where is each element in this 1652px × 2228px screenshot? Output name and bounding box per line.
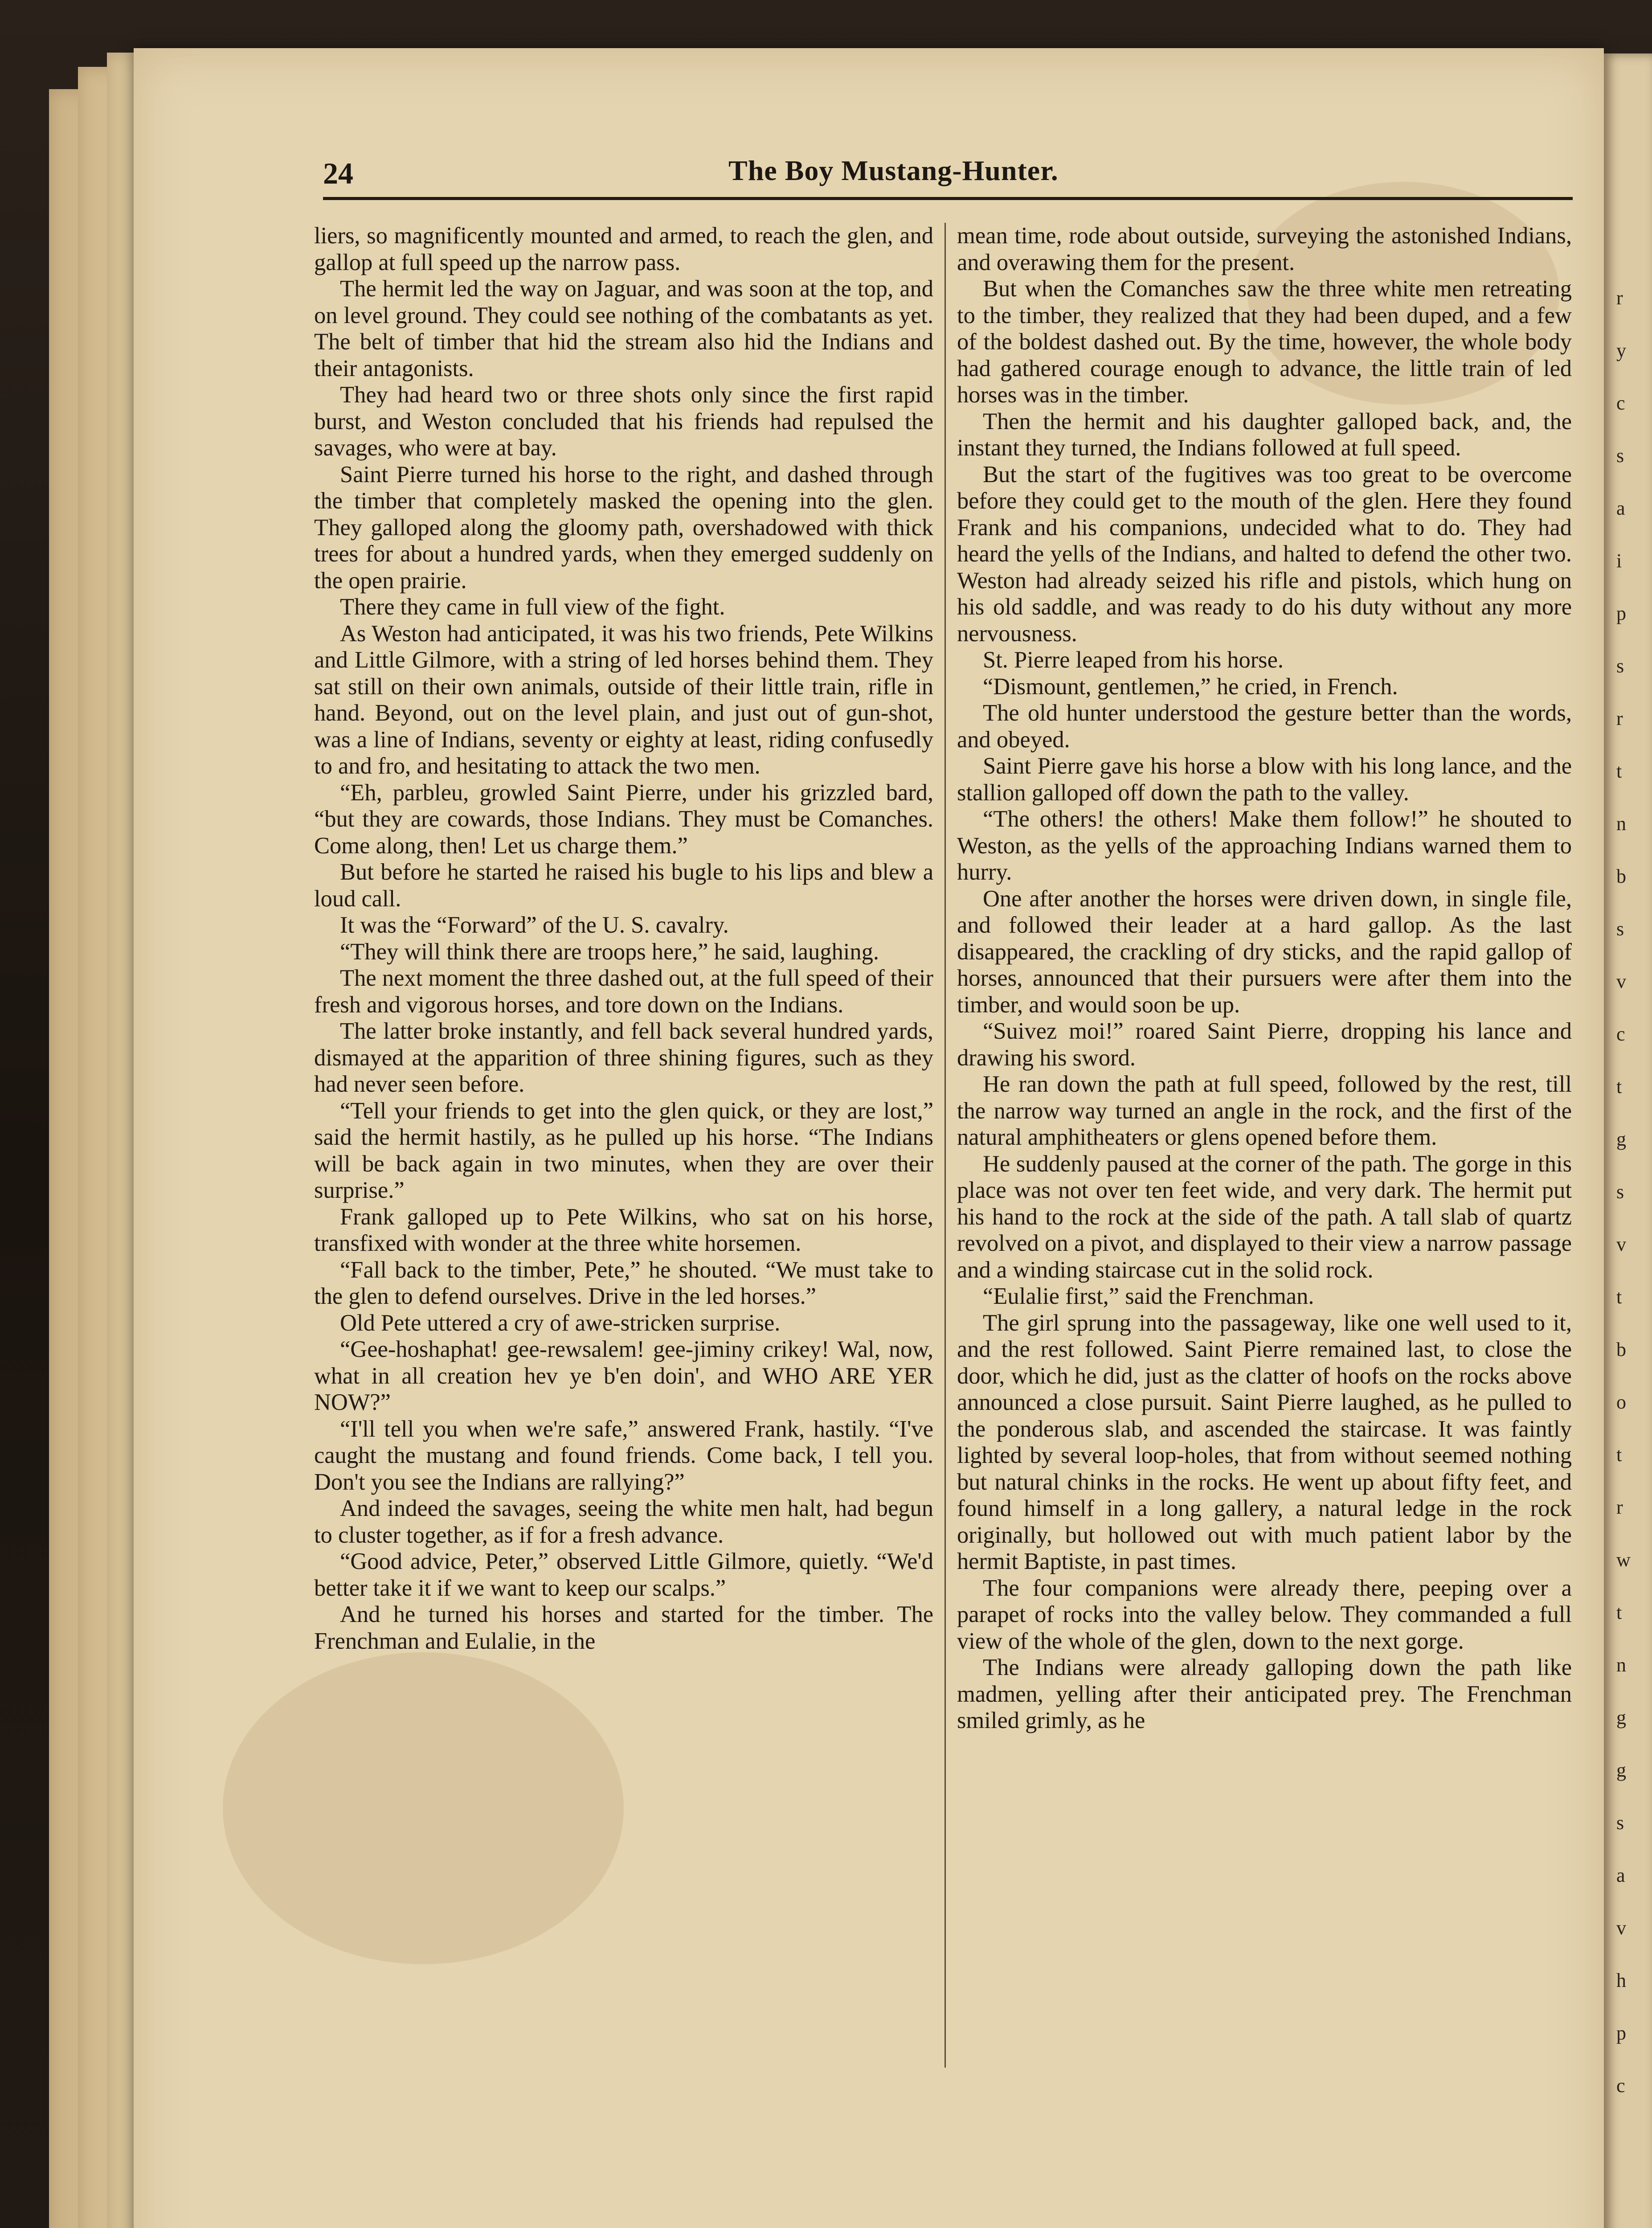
paragraph: Saint Pierre gave his horse a blow with his long lance, and the stallion galloped off down the path to the valley. bbox=[957, 753, 1572, 806]
facing-page-letter: s bbox=[1616, 1181, 1624, 1203]
facing-page-letter: a bbox=[1616, 497, 1625, 519]
facing-page-letter: s bbox=[1616, 445, 1624, 467]
paragraph: It was the “Forward” of the U. S. cavalry. bbox=[340, 912, 729, 938]
page-header bbox=[323, 147, 1573, 196]
facing-page-letter: t bbox=[1616, 1444, 1622, 1466]
paragraph: “Eh, parbleu, growled Saint Pierre, under his grizzled bard, “but they are cowards, those Indians. They must be Comanches. Come along, then! Let us charge them.” bbox=[314, 779, 933, 859]
facing-page-letter: s bbox=[1616, 1812, 1624, 1834]
paragraph: mean time, rode about outside, surveying the astonished Indians, and overawing them for the present. bbox=[957, 223, 1572, 275]
facing-page-letter: i bbox=[1616, 550, 1622, 572]
right-column bbox=[957, 223, 1572, 2076]
paragraph: And he turned his horses and started for the timber. The Frenchman and Eulalie, in the bbox=[314, 1601, 933, 1654]
facing-page-letter: t bbox=[1616, 1286, 1622, 1308]
paragraph: There they came in full view of the fight. bbox=[340, 594, 725, 620]
paragraph: The next moment the three dashed out, at the full speed of their fresh and vigorous horses, and tore down on the Indians. bbox=[314, 965, 933, 1018]
facing-page-edge bbox=[1604, 53, 1652, 2228]
paragraph: liers, so magnificently mounted and armed, to reach the glen, and gallop at full speed up the narrow pass. bbox=[314, 223, 933, 275]
paragraph: But when the Comanches saw the three white men retreating to the timber, they realized that they had been duped, and a few of the boldest dashed out. By the time, however, the whole body had gathered courage enough to advance, the little train of led horses was in the timber. bbox=[957, 276, 1572, 408]
paragraph: The old hunter understood the gesture better than the words, and obeyed. bbox=[957, 700, 1572, 753]
facing-page-letter: r bbox=[1616, 287, 1623, 309]
facing-page-letter: g bbox=[1616, 1759, 1626, 1781]
paragraph: The Indians were already galloping down the path like madmen, yelling after their anticipated prey. The Frenchman smiled grimly, as he bbox=[957, 1655, 1572, 1733]
paragraph: They had heard two or three shots only since the first rapid burst, and Weston concluded that his friends had repulsed the savages, who were at bay. bbox=[314, 382, 933, 461]
facing-page-letter: c bbox=[1616, 1023, 1625, 1045]
paragraph: As Weston had anticipated, it was his two friends, Pete Wilkins and Little Gilmore, with a string of led horses behind them. They sat still on their own animals, outside of their little train, rifle in hand. Beyond, out on the level plain, and just out of gun-shot, was a line of Indians, seventy or eighty at least, riding confusedly to and fro, and hesitating to attack the two men. bbox=[314, 620, 933, 779]
paragraph: And indeed the savages, seeing the white men halt, had begun to cluster together, as if for a fresh advance. bbox=[314, 1495, 933, 1548]
facing-page-letter: v bbox=[1616, 1233, 1626, 1255]
facing-page-letter: t bbox=[1616, 1076, 1622, 1098]
facing-page-letter: y bbox=[1616, 340, 1626, 361]
paragraph: “Fall back to the timber, Pete,” he shouted. “We must take to the glen to defend ourselves. Drive in the led horses.” bbox=[314, 1257, 933, 1309]
facing-page-letter: t bbox=[1616, 1601, 1622, 1623]
paragraph: The four companions were already there, peeping over a parapet of rocks into the valley below. They commanded a full view of the whole of the glen, down to the next gorge. bbox=[957, 1575, 1572, 1654]
paragraph: “They will think there are troops here,” he said, laughing. bbox=[340, 938, 879, 965]
facing-page-letter: p bbox=[1616, 2022, 1626, 2044]
paragraph: “Dismount, gentlemen,” he cried, in French. bbox=[983, 673, 1398, 700]
facing-page-letter: g bbox=[1616, 1128, 1626, 1150]
paragraph: “Suivez moi!” roared Saint Pierre, dropping his lance and drawing his sword. bbox=[957, 1018, 1572, 1071]
facing-page-letter: c bbox=[1616, 392, 1625, 414]
paragraph: He ran down the path at full speed, followed by the rest, till the narrow way turned an angle in the rock, and the first of the natural amphitheaters or glens opened before them. bbox=[957, 1071, 1572, 1150]
paragraph: “Gee-hoshaphat! gee-rewsalem! gee-jiminy crikey! Wal, now, what in all creation hev ye b'en doin', and WHO ARE YER NOW?” bbox=[314, 1336, 933, 1415]
paragraph: The latter broke instantly, and fell back several hundred yards, dismayed at the apparition of three shining figures, such as they had never seen before. bbox=[314, 1018, 933, 1097]
header-rule bbox=[323, 197, 1573, 200]
facing-page-letter: v bbox=[1616, 1917, 1626, 1939]
facing-page-letter: n bbox=[1616, 1654, 1626, 1676]
paragraph: The girl sprung into the passageway, like one well used to it, and the rest followed. Saint Pierre remained last, to close the door, which he did, just as the clatter of hoofs on the rocks above announced a close pursuit. Saint Pierre laughed, as he pulled to the ponderous slab, and ascended the staircase. It was faintly lighted by several loop-holes, that from without seemed nothing but natural chinks in the rocks. He went up about fifty feet, and found himself in a long gallery, a natural ledge in the rock originally, but hollowed out with much patient labor by the hermit Baptiste, in past times. bbox=[957, 1310, 1572, 1574]
paragraph: But the start of the fugitives was too great to be overcome before they could get to the mouth of the glen. Here they found Frank and his companions, undecided what to do. They had heard the yells of the Indians, and halted to defend the other two. Weston had already seized his rifle and pistols, which hung on his old saddle, and was ready to do his duty without any more nervousness. bbox=[957, 461, 1572, 647]
facing-page-letter: r bbox=[1616, 1496, 1623, 1518]
paragraph: Old Pete uttered a cry of awe-stricken surprise. bbox=[340, 1310, 781, 1336]
paragraph: Frank galloped up to Pete Wilkins, who sat on his horse, transfixed with wonder at the three white horsemen. bbox=[314, 1204, 933, 1256]
column-divider bbox=[945, 223, 946, 2068]
facing-page-letter: r bbox=[1616, 708, 1623, 729]
paragraph: The hermit led the way on Jaguar, and was soon at the top, and on level ground. They could see nothing of the combatants as yet. The belt of timber that hid the stream also hid the Indians and their antagonists. bbox=[314, 276, 933, 381]
page-number: 24 bbox=[323, 156, 353, 190]
paragraph: “I'll tell you when we're safe,” answered Frank, hastily. “I've caught the mustang and found friends. Come back, I tell you. Don't you see the Indians are rallying?” bbox=[314, 1416, 933, 1495]
facing-page-letter: s bbox=[1616, 655, 1624, 677]
paragraph: Saint Pierre turned his horse to the right, and dashed through the timber that completely masked the opening into the glen. They galloped along the gloomy path, overshadowed with thick trees for about a hundred yards, when they emerged suddenly on the open prairie. bbox=[314, 461, 933, 594]
facing-page-letter: b bbox=[1616, 1339, 1626, 1360]
facing-page-letter: w bbox=[1616, 1549, 1631, 1571]
paragraph: “Eulalie first,” said the Frenchman. bbox=[983, 1283, 1314, 1309]
facing-page-letter: g bbox=[1616, 1707, 1626, 1728]
left-column bbox=[314, 223, 933, 2076]
paragraph: St. Pierre leaped from his horse. bbox=[983, 647, 1284, 673]
paragraph: But before he started he raised his bugle to his lips and blew a loud call. bbox=[314, 859, 933, 912]
paragraph: He suddenly paused at the corner of the path. The gorge in this place was not over ten feet wide, and very dark. The hermit put his hand to the rock at the side of the path. A tall slab of quartz revolved on a pivot, and displayed to their view a narrow passage and a winding staircase cut in the solid rock. bbox=[957, 1151, 1572, 1283]
facing-page-letter: n bbox=[1616, 813, 1626, 835]
paragraph: “Good advice, Peter,” observed Little Gilmore, quietly. “We'd better take it if we want to keep our scalps.” bbox=[314, 1548, 933, 1601]
facing-page-letter: v bbox=[1616, 971, 1626, 992]
facing-page-letter: o bbox=[1616, 1391, 1626, 1413]
facing-page-letter: p bbox=[1616, 602, 1626, 624]
facing-page-letter: c bbox=[1616, 2075, 1625, 2097]
facing-page-letter: b bbox=[1616, 865, 1626, 887]
facing-page-letter: a bbox=[1616, 1864, 1625, 1886]
facing-page-letter: s bbox=[1616, 918, 1624, 940]
paragraph: Then the hermit and his daughter galloped back, and, the instant they turned, the Indians followed at full speed. bbox=[957, 408, 1572, 461]
facing-page-letter: t bbox=[1616, 760, 1622, 782]
facing-page-letter: h bbox=[1616, 1970, 1626, 1991]
paragraph: “The others! the others! Make them follow!” he shouted to Weston, as the yells of the approaching Indians warned them to hurry. bbox=[957, 806, 1572, 885]
running-title: The Boy Mustang-Hunter. bbox=[728, 155, 1059, 186]
paragraph: “Tell your friends to get into the glen quick, or they are lost,” said the hermit hastily, as he pulled up his horse. “The Indians will be back again in two minutes, when they are over their surprise.” bbox=[314, 1098, 933, 1203]
paragraph: One after another the horses were driven down, in single file, and followed their leader at a hard gallop. As the last disappeared, the crackling of dry sticks, and the rapid gallop of horses, announced that their pursuers were after them into the timber, and would soon be up. bbox=[957, 885, 1572, 1018]
